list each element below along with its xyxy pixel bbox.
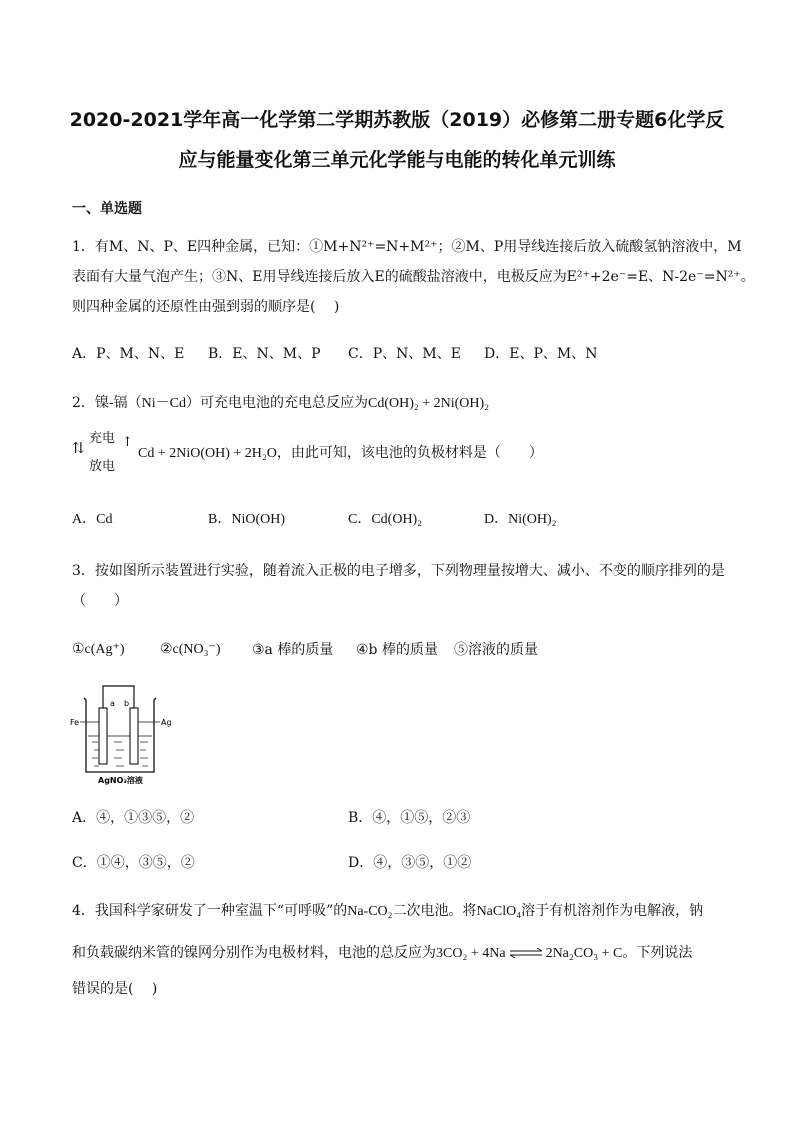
q3-item-4: ④b 棒的质量 (356, 642, 438, 658)
double-arrow-icon: ⇅ (72, 439, 85, 457)
q3-item-5: ⑤溶液的质量 (454, 642, 538, 658)
q4-line-2 (72, 944, 692, 963)
label-fe: Fe (70, 718, 80, 727)
q2-equation-left: Cd(OH)₂ + 2Ni(OH)₂ (367, 396, 490, 411)
q2-equation-right: Cd + 2NiO(OH) + 2H₂O (138, 446, 277, 461)
q1-line-2: 表面有大量气泡产生；③N、E用导线连接后放入E的硫酸盐溶液中，电极反应为E²⁺+2e⁻=E、N-2e⁻=N²⁺。 (72, 269, 755, 285)
q2-line-1 (72, 394, 489, 413)
q4-line-1-c: 溶于有机溶剂作为电解液，钠 (521, 903, 704, 919)
q1-option-d: D．E、P、M、N (484, 346, 598, 362)
up-arrow-icon: ↑ (122, 435, 133, 450)
q4-line-2-a: 和负载碳纳米管的镍网分别作为电极材料，电池的总反应为 (72, 945, 436, 961)
q4-naclo4: NaClO₄ (476, 904, 522, 919)
q4-line-1-a: 4．我国科学家研发了一种室温下“可呼吸”的 (72, 903, 348, 919)
q1-line-1: 1．有M、N、P、E四种金属，已知：①M+N²⁺=N+M²⁺；②M、P用导线连接后放入硫酸氢钠溶液中，M (72, 239, 742, 255)
charge-label: 充电 (89, 431, 116, 446)
q4-line-3: 错误的是( ) (72, 981, 158, 997)
q2-equation-block (72, 427, 772, 477)
q3-item-2: ②c(NO₃⁻) (160, 642, 221, 657)
label-b: b (124, 699, 130, 708)
discharge-label: 放电 (89, 459, 116, 474)
q4-na-co2: Na-CO₂ (347, 904, 393, 919)
q3-item-3: ③a 棒的质量 (252, 642, 334, 658)
q1-option-b: B．E、N、M、P (208, 346, 321, 362)
label-solution: AgNO₃溶液 (98, 776, 143, 785)
reversible-arrow-icon (509, 948, 543, 958)
q4-line-1-b: 二次电池。将 (392, 903, 477, 919)
q4-eq-left: 3CO₂ + 4Na (436, 946, 506, 961)
beaker (84, 698, 156, 772)
q3-option-c: C．①④，③⑤，② (72, 855, 195, 871)
q2-option-a: A．Cd (72, 512, 113, 527)
q2-option-d: D．Ni(OH)₂ (484, 512, 557, 527)
label-a: a (110, 699, 115, 708)
document-title-line-2: 应与能量变化第三单元化学能与电能的转化单元训练 (178, 149, 616, 171)
q2-nicd: Ni－Cd (141, 396, 186, 411)
q2-option-b: B．NiO(OH) (208, 512, 285, 527)
q3-line-2: （ ） (72, 593, 128, 609)
electrode-b (130, 708, 138, 764)
section-heading: 一、单选题 (72, 201, 142, 217)
q2-mid: ）可充电电池的充电总反应为 (185, 395, 368, 411)
electrode-a (99, 708, 107, 764)
electrolysis-apparatus-figure (70, 682, 180, 788)
q4-eq-right: 2Na₂CO₃ + C (545, 946, 623, 961)
q3-option-d: D．④，③⑤，①② (348, 855, 472, 871)
q4-line-1 (72, 902, 703, 921)
q4-line-2-b: 。下列说法 (622, 945, 693, 961)
q2-line-2-suffix: ，由此可知，该电池的负极材料是（ ） (276, 445, 543, 461)
q1-option-c: C．P、N、M、E (348, 346, 461, 362)
q1-line-3: 则四种金属的还原性由强到弱的顺序是( ) (72, 299, 340, 315)
q3-line-1: 3．按如图所示装置进行实验，随着流入正极的电子增多，下列物理量按增大、减小、不变的顺序排列的是 (72, 563, 725, 579)
q2-prefix: 2．镍-镉（ (72, 395, 142, 411)
q1-option-a: A．P、M、N、E (72, 346, 185, 362)
q3-option-b: B．④，①⑤，②③ (348, 810, 471, 826)
q2-equation-right-line (138, 442, 543, 462)
q3-option-a: A．④，①③⑤，② (72, 810, 195, 826)
document-title-line-1: 2020-2021学年高一化学第二学期苏教版（2019）必修第二册专题6化学反 (69, 109, 725, 131)
q3-item-1: ①c(Ag⁺) (72, 642, 125, 657)
label-ag: Ag (161, 718, 172, 727)
connecting-wire (103, 686, 134, 708)
q2-option-c: C．Cd(OH)₂ (348, 512, 423, 527)
